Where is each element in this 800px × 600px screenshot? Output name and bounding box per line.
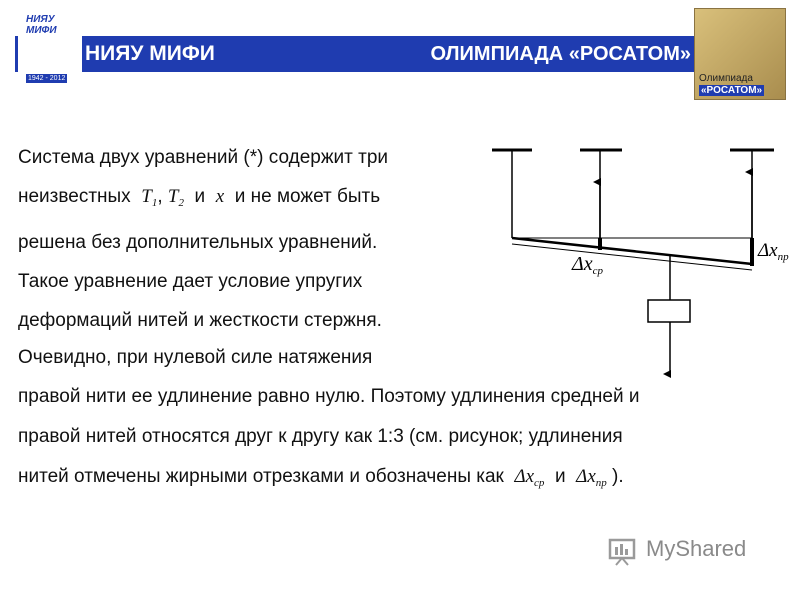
- text-line-9-and: и: [554, 466, 566, 487]
- myshared-logo-icon: [608, 538, 638, 566]
- dx-right-inline: [576, 466, 607, 487]
- t2-symbol: [168, 186, 184, 207]
- text-line-2-i: и: [194, 186, 206, 207]
- t1-symbol: [141, 186, 157, 207]
- dx-mid-inline-sub: ср: [534, 477, 545, 489]
- text-line-9: [18, 466, 624, 489]
- text-line-2-b: и не может быть: [234, 186, 381, 207]
- mephi-logo: [18, 6, 82, 90]
- t1-letter: T: [141, 186, 152, 207]
- mephi-logo-text: НИЯУ МИФИ: [26, 14, 57, 36]
- rod-deflected: [512, 238, 752, 264]
- text-line-6: Очевидно, при нулевой силе натяжения: [18, 347, 373, 368]
- dx-mid-inline-letter: Δx: [514, 466, 535, 487]
- t2-sub: 2: [178, 197, 184, 209]
- mephi-logo-years: 1942 - 2012: [28, 75, 66, 82]
- rosatom-olympiad-logo: [694, 8, 786, 100]
- text-line-2: неизвестных $T_1$, $T_2$ и x и не может быть: [18, 186, 381, 209]
- rod-threads-diagram: [480, 138, 800, 378]
- header-left-title: НИЯУ МИФИ: [85, 42, 215, 65]
- dx-mid-label: $\Delta x_{ср}$: [572, 253, 604, 277]
- dx-mid-inline: [514, 466, 544, 487]
- dx-right-inline-letter: Δx: [576, 466, 596, 487]
- text-line-3: решена без дополнительных уравнений.: [18, 232, 378, 253]
- header-right-title: ОЛИМПИАДА «РОСАТОМ»: [430, 43, 691, 65]
- text-line-8: правой нитей относятся друг к другу как 1:3 (см. рисунок; удлинения: [18, 426, 623, 447]
- dx-right-inline-sub: пр: [595, 477, 607, 489]
- dx-right-label: $\Delta x_{пр}$: [758, 240, 789, 263]
- text-line-9-a: нитей отмечены жирными отрезками и обозначены как: [18, 466, 504, 487]
- myshared-watermark: MyShared: [646, 536, 747, 561]
- text-line-9-end: ).: [612, 466, 624, 487]
- text-line-4: Такое уравнение дает условие упругих: [18, 271, 363, 292]
- weight-block: [648, 300, 690, 322]
- header-bar: [15, 36, 773, 72]
- rosatom-logo-line1: Олимпиада: [699, 73, 753, 84]
- text-line-2-a: неизвестных: [18, 186, 131, 207]
- text-line-7: правой нити ее удлинение равно нулю. Поэтому удлинения средней и: [18, 386, 640, 407]
- t2-letter: T: [167, 186, 179, 207]
- text-line-1: Система двух уравнений (*) содержит три: [18, 147, 389, 168]
- text-line-5: деформаций нитей и жесткости стержня.: [18, 310, 382, 331]
- t1-sub: 1: [151, 197, 158, 209]
- rod-bottom-edge: [512, 244, 752, 270]
- rosatom-logo-line2: «РОСАТОМ»: [701, 85, 763, 96]
- x-symbol: x: [215, 186, 225, 207]
